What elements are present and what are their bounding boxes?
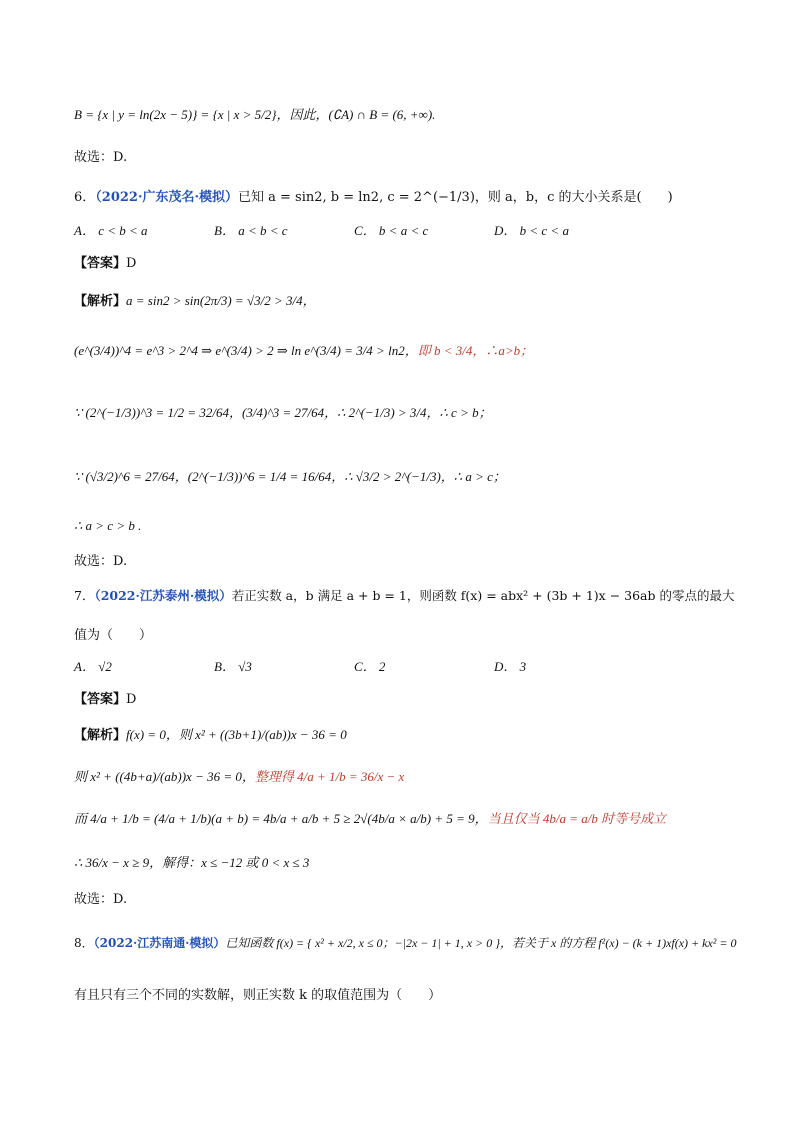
answer-value: D [126, 256, 137, 271]
question-text: 若正实数 a，b 满足 a + b = 1，则函数 f(x) = abx² + (3b + 1)x − 36ab 的零点的最大 [231, 588, 735, 603]
option-d: D． b < c < a [494, 223, 569, 238]
option-c: C． b < a < c [354, 223, 429, 238]
question-text: 已知函数 f(x) = { x² + x/2, x ≤ 0；−|2x − 1| + 1, x > 0 }，若关于 x 的方程 f²(x) − (k + 1)xf(x) + kx² = 0 [225, 936, 737, 950]
q6-answer [74, 252, 136, 271]
option-d: D． 3 [494, 659, 527, 674]
answer-value: D [126, 692, 137, 707]
q5-solution-line: B = {x | y = ln(2x − 5)} = {x | x > 5/2}，因此，(∁A) ∩ B = (6, +∞). [74, 107, 436, 122]
q7-stem-cont: 值为（ ） [74, 628, 153, 643]
q6-choice-line: 故选：D. [74, 554, 128, 569]
q6-analysis-3: ∵ (2^(−1/3))^3 = 1/2 = 32/64，(3/4)^3 = 27/64，∴ 2^(−1/3) > 3/4，∴ c > b； [74, 405, 492, 420]
option-b: B． a < b < c [214, 223, 288, 238]
option-a: A． √2 [74, 659, 112, 674]
answer-tag: 【答案】 [74, 692, 127, 707]
q6-analysis-4: ∵ (√3/2)^6 = 27/64，(2^(−1/3))^6 = 1/4 = 16/64，∴ √3/2 > 2^(−1/3)，∴ a > c； [74, 469, 506, 484]
question-text: 已知 a = sin2, b = ln2, c = 2^(−1/3)，则 a，b，c 的大小关系是( ) [238, 190, 673, 205]
question-number: 6． [74, 190, 96, 205]
q8-stem [74, 934, 737, 951]
question-number: 8． [74, 936, 94, 950]
q8-stem-cont: 有且只有三个不同的实数解，则正实数 k 的取值范围为（ ） [74, 988, 442, 1003]
q6-analysis-1: 【解析】a = sin2 > sin(2π/3) = √3/2 > 3/4， [74, 293, 316, 309]
question-source: （2022·江苏泰州·模拟） [94, 588, 232, 603]
q6-analysis-5: ∴ a > c > b . [74, 518, 142, 533]
q7-choice-line: 故选：D. [74, 892, 128, 907]
analysis-tag: 【解析】 [74, 294, 127, 309]
option-a: A． c < b < a [74, 223, 148, 238]
option-c: C． 2 [354, 659, 386, 674]
q7-options [74, 656, 634, 675]
question-source: （2022·广东茂名·模拟） [95, 190, 239, 205]
answer-tag: 【答案】 [74, 256, 127, 271]
analysis-tag: 【解析】 [74, 728, 127, 743]
question-number: 7． [74, 588, 95, 603]
q7-answer [74, 688, 136, 707]
q5-choice-line: 故选：D. [74, 150, 128, 165]
q6-stem [74, 186, 673, 205]
q7-stem [74, 586, 734, 604]
question-source: （2022·江苏南通·模拟） [93, 936, 226, 950]
q7-analysis-4: ∴ 36/x − x ≥ 9，解得：x ≤ −12 或 0 < x ≤ 3 [74, 855, 310, 870]
q7-analysis-2: 则 x² + ((4b+a)/(ab))x − 36 = 0，整理得 4/a + 1/b = 36/x − x [74, 769, 405, 784]
q7-analysis-1: 【解析】f(x) = 0，则 x² + ((3b+1)/(ab))x − 36 = 0 [74, 727, 347, 743]
q7-analysis-3: 而 4/a + 1/b = (4/a + 1/b)(a + b) = 4b/a + a/b + 5 ≥ 2√(4b/a × a/b) + 5 = 9，当且仅当 4b/a = a/b 时等号成立 [74, 811, 667, 826]
q6-analysis-2: (e^(3/4))^4 = e^3 > 2^4 ⇒ e^(3/4) > 2 ⇒ ln e^(3/4) = 3/4 > ln2，即 b < 3/4，∴a>b； [74, 343, 534, 358]
q6-options [74, 220, 634, 239]
option-b: B． √3 [214, 659, 252, 674]
